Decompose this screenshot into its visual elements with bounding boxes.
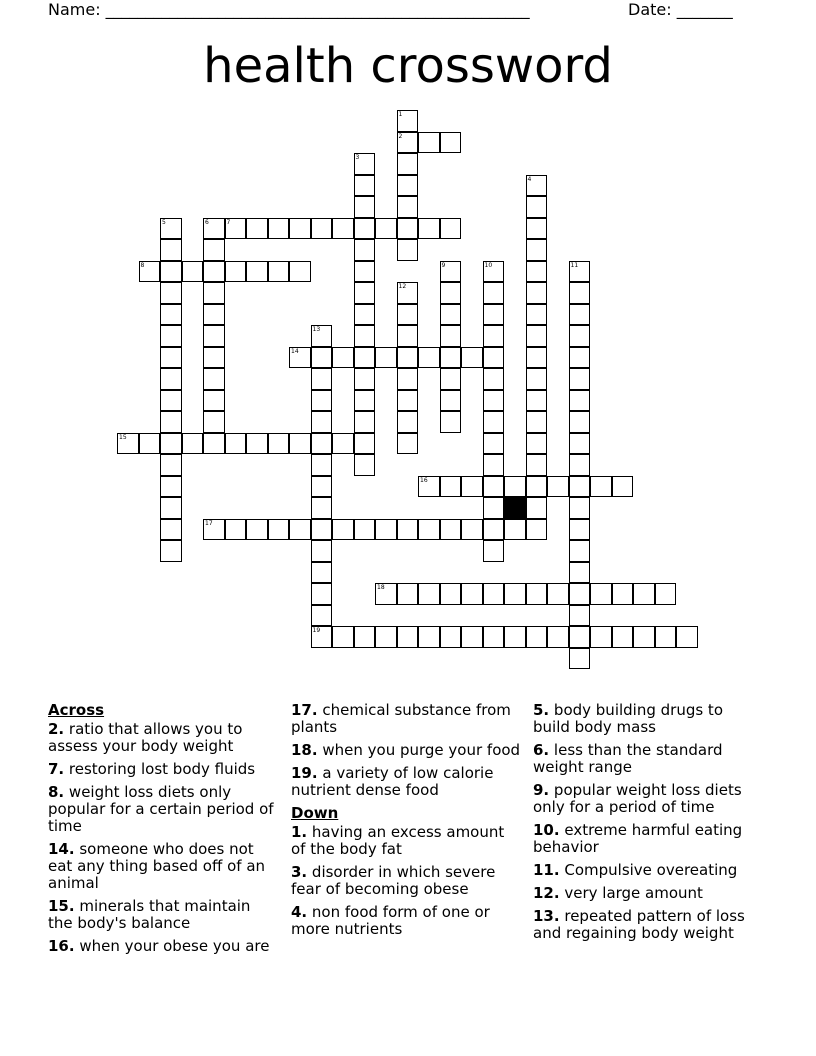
- crossword-cell[interactable]: [203, 282, 225, 304]
- crossword-cell[interactable]: [311, 519, 333, 541]
- crossword-cell[interactable]: [504, 583, 526, 605]
- crossword-cell[interactable]: [440, 282, 462, 304]
- crossword-cell[interactable]: [225, 519, 247, 541]
- crossword-cell[interactable]: [354, 239, 376, 261]
- cell-number: 11: [570, 261, 579, 269]
- crossword-cell[interactable]: [397, 110, 419, 132]
- cell-number: 1: [398, 111, 403, 118]
- crossword-cell[interactable]: [311, 218, 333, 240]
- crossword-cell[interactable]: [526, 411, 548, 433]
- crossword-cell[interactable]: [526, 261, 548, 283]
- crossword-cell[interactable]: [590, 626, 612, 648]
- crossword-cell[interactable]: [440, 411, 462, 433]
- crossword-cell[interactable]: [569, 562, 591, 584]
- crossword-cell[interactable]: [569, 605, 591, 627]
- crossword-cell[interactable]: [526, 497, 548, 519]
- crossword-cell[interactable]: [117, 433, 139, 455]
- page-title: health crossword: [203, 38, 613, 94]
- crossword-cell[interactable]: [483, 626, 505, 648]
- crossword-cell[interactable]: [526, 583, 548, 605]
- crossword-cell[interactable]: [612, 583, 634, 605]
- crossword-cell[interactable]: [440, 626, 462, 648]
- clues-column-2: [291, 702, 521, 944]
- cell-number: 18: [377, 584, 385, 591]
- crossword-cell[interactable]: [203, 218, 225, 240]
- crossword-cell[interactable]: [354, 519, 376, 541]
- clue-down-5: 5. body building drugs to build body mass: [533, 701, 723, 736]
- crossword-cell[interactable]: [160, 261, 182, 283]
- crossword-cell[interactable]: [160, 540, 182, 562]
- crossword-cell[interactable]: [612, 476, 634, 498]
- cell-number: 17: [205, 519, 213, 527]
- crossword-cell[interactable]: [504, 476, 526, 498]
- crossword-cell[interactable]: [160, 476, 182, 498]
- crossword-cell[interactable]: [397, 519, 419, 541]
- clues-column-3: [533, 702, 763, 948]
- crossword-cell[interactable]: [160, 218, 182, 240]
- crossword-cell[interactable]: [289, 347, 311, 369]
- crossword-cell[interactable]: [246, 261, 268, 283]
- crossword-cell[interactable]: [440, 304, 462, 326]
- crossword-cell[interactable]: [311, 583, 333, 605]
- crossword-cell[interactable]: [268, 519, 290, 541]
- crossword-cell[interactable]: [139, 261, 161, 283]
- cell-number: 10: [484, 261, 493, 269]
- cell-number: 5: [162, 218, 166, 226]
- crossword-cell[interactable]: [354, 325, 376, 347]
- crossword-cell[interactable]: [483, 325, 505, 347]
- clue-across-14: 14. someone who does not eat any thing based off of an animal: [48, 840, 266, 892]
- cell-number: 8: [140, 261, 145, 269]
- crossword-cell[interactable]: [526, 175, 548, 197]
- crossword-cell[interactable]: [225, 433, 247, 455]
- crossword-cell[interactable]: [504, 626, 526, 648]
- crossword-cell[interactable]: [160, 454, 182, 476]
- crossword-cell[interactable]: [418, 583, 440, 605]
- crossword-cell[interactable]: [440, 261, 462, 283]
- crossword-cell[interactable]: [418, 218, 440, 240]
- crossword-cell[interactable]: [375, 519, 397, 541]
- crossword-cell[interactable]: [483, 497, 505, 519]
- crossword-cell[interactable]: [289, 433, 311, 455]
- crossword-cell[interactable]: [311, 454, 333, 476]
- crossword-cell[interactable]: [418, 626, 440, 648]
- crossword-cell[interactable]: [354, 433, 376, 455]
- crossword-cell[interactable]: [526, 304, 548, 326]
- crossword-cell[interactable]: [311, 497, 333, 519]
- crossword-cell[interactable]: [461, 347, 483, 369]
- crossword-cell[interactable]: [268, 261, 290, 283]
- crossword-cell[interactable]: [160, 368, 182, 390]
- crossword-cell[interactable]: [225, 261, 247, 283]
- crossword-cell[interactable]: [160, 282, 182, 304]
- clue-down-11: 11. Compulsive overeating: [533, 861, 738, 879]
- crossword-cell[interactable]: [289, 519, 311, 541]
- cell-number: 15: [119, 433, 127, 441]
- crossword-cell[interactable]: [590, 476, 612, 498]
- crossword-cell[interactable]: [160, 325, 182, 347]
- crossword-cell[interactable]: [483, 583, 505, 605]
- crossword-cell[interactable]: [375, 583, 397, 605]
- crossword-cell[interactable]: [354, 368, 376, 390]
- crossword-cell[interactable]: [268, 218, 290, 240]
- crossword-cell[interactable]: [440, 476, 462, 498]
- crossword-cell[interactable]: [354, 626, 376, 648]
- black-cell: [504, 497, 526, 519]
- crossword-cell[interactable]: [569, 325, 591, 347]
- crossword-cell[interactable]: [354, 261, 376, 283]
- crossword-cell[interactable]: [569, 626, 591, 648]
- crossword-cell[interactable]: [354, 196, 376, 218]
- crossword-cell[interactable]: [354, 218, 376, 240]
- crossword-cell[interactable]: [440, 583, 462, 605]
- crossword-cell[interactable]: [311, 433, 333, 455]
- crossword-cell[interactable]: [311, 562, 333, 584]
- crossword-cell[interactable]: [311, 626, 333, 648]
- cell-number: 3: [355, 154, 360, 161]
- crossword-cell[interactable]: [569, 648, 591, 670]
- crossword-cell[interactable]: [397, 411, 419, 433]
- cell-number: 6: [205, 218, 209, 226]
- clue-down-4: 4. non food form of one or more nutrients: [291, 903, 490, 938]
- crossword-cell[interactable]: [397, 239, 419, 261]
- crossword-cell[interactable]: [397, 325, 419, 347]
- clues-column-1: [48, 702, 278, 961]
- clue-down-3: 3. disorder in which severe fear of becoming obese: [291, 863, 496, 898]
- crossword-cell[interactable]: [483, 476, 505, 498]
- crossword-cell[interactable]: [375, 347, 397, 369]
- cell-number: 12: [398, 283, 407, 290]
- crossword-cell[interactable]: [225, 218, 247, 240]
- crossword-cell[interactable]: [461, 626, 483, 648]
- crossword-cell[interactable]: [655, 583, 677, 605]
- crossword-cell[interactable]: [160, 390, 182, 412]
- crossword-cell[interactable]: [633, 583, 655, 605]
- cell-number: 9: [441, 261, 446, 269]
- crossword-cell[interactable]: [569, 368, 591, 390]
- crossword-cell[interactable]: [440, 390, 462, 412]
- crossword-cell[interactable]: [332, 218, 354, 240]
- crossword-cell[interactable]: [569, 347, 591, 369]
- crossword-cell[interactable]: [440, 519, 462, 541]
- crossword-cell[interactable]: [526, 368, 548, 390]
- crossword-cell[interactable]: [289, 218, 311, 240]
- crossword-cell[interactable]: [268, 433, 290, 455]
- crossword-cell[interactable]: [569, 433, 591, 455]
- crossword-cell[interactable]: [440, 218, 462, 240]
- crossword-cell[interactable]: [526, 347, 548, 369]
- crossword-cell[interactable]: [440, 347, 462, 369]
- crossword-cell[interactable]: [526, 196, 548, 218]
- across-heading: Across: [48, 701, 105, 719]
- crossword-cell[interactable]: [182, 433, 204, 455]
- crossword-cell[interactable]: [332, 519, 354, 541]
- crossword-cell[interactable]: [397, 282, 419, 304]
- crossword-cell[interactable]: [203, 347, 225, 369]
- crossword-cell[interactable]: [203, 519, 225, 541]
- crossword-cell[interactable]: [203, 368, 225, 390]
- crossword-cell[interactable]: [160, 433, 182, 455]
- crossword-cell[interactable]: [569, 476, 591, 498]
- cell-number: 19: [312, 627, 321, 634]
- crossword-cell[interactable]: [311, 411, 333, 433]
- crossword-cell[interactable]: [526, 626, 548, 648]
- crossword-cell[interactable]: [311, 540, 333, 562]
- clue-down-13: 13. repeated pattern of loss and regaining body weight: [533, 907, 745, 942]
- crossword-cell[interactable]: [354, 153, 376, 175]
- clue-down-1: 1. having an excess amount of the body fat: [291, 823, 505, 858]
- crossword-cell[interactable]: [526, 218, 548, 240]
- crossword-cell[interactable]: [547, 583, 569, 605]
- crossword-cell[interactable]: [569, 540, 591, 562]
- crossword-cell[interactable]: [569, 304, 591, 326]
- crossword-cell[interactable]: [440, 325, 462, 347]
- crossword-cell[interactable]: [397, 583, 419, 605]
- crossword-cell[interactable]: [483, 304, 505, 326]
- crossword-cell[interactable]: [526, 282, 548, 304]
- crossword-cell[interactable]: [397, 196, 419, 218]
- crossword-cell[interactable]: [397, 218, 419, 240]
- crossword-cell[interactable]: [397, 368, 419, 390]
- crossword-cell[interactable]: [311, 390, 333, 412]
- crossword-cell[interactable]: [483, 411, 505, 433]
- cell-number: 16: [420, 476, 428, 484]
- crossword-cell[interactable]: [590, 583, 612, 605]
- crossword-cell[interactable]: [203, 239, 225, 261]
- clue-down-10: 10. extreme harmful eating behavior: [533, 821, 743, 856]
- crossword-cell[interactable]: [332, 347, 354, 369]
- crossword-cell[interactable]: [246, 433, 268, 455]
- crossword-cell[interactable]: [354, 304, 376, 326]
- crossword-cell[interactable]: [203, 325, 225, 347]
- clue-across-16: 16. when your obese you are: [48, 937, 270, 955]
- crossword-cell[interactable]: [483, 261, 505, 283]
- crossword-cell[interactable]: [547, 626, 569, 648]
- crossword-cell[interactable]: [203, 433, 225, 455]
- clue-across-19: 19. a variety of low calorie nutrient dense food: [291, 764, 494, 799]
- crossword-cell[interactable]: [354, 175, 376, 197]
- crossword-cell[interactable]: [397, 626, 419, 648]
- crossword-cell[interactable]: [289, 261, 311, 283]
- date-field[interactable]: Date: _______: [628, 0, 733, 19]
- crossword-cell[interactable]: [203, 261, 225, 283]
- crossword-cell[interactable]: [311, 476, 333, 498]
- crossword-cell[interactable]: [483, 347, 505, 369]
- down-heading: Down: [291, 804, 339, 822]
- crossword-cell[interactable]: [483, 390, 505, 412]
- crossword-cell[interactable]: [160, 304, 182, 326]
- crossword-cell[interactable]: [160, 239, 182, 261]
- crossword-cell[interactable]: [397, 132, 419, 154]
- clue-down-9: 9. popular weight loss diets only for a period of time: [533, 781, 742, 816]
- crossword-cell[interactable]: [311, 605, 333, 627]
- crossword-cell[interactable]: [569, 282, 591, 304]
- crossword-cell[interactable]: [354, 411, 376, 433]
- crossword-cell[interactable]: [160, 519, 182, 541]
- crossword-cell[interactable]: [311, 325, 333, 347]
- crossword-cell[interactable]: [354, 454, 376, 476]
- cell-number: 7: [226, 218, 231, 226]
- crossword-cell[interactable]: [397, 153, 419, 175]
- crossword-cell[interactable]: [375, 218, 397, 240]
- crossword-cell[interactable]: [440, 132, 462, 154]
- crossword-cell[interactable]: [139, 433, 161, 455]
- crossword-cell[interactable]: [676, 626, 698, 648]
- crossword-cell[interactable]: [655, 626, 677, 648]
- clue-down-12: 12. very large amount: [533, 884, 703, 902]
- crossword-cell[interactable]: [483, 540, 505, 562]
- crossword-cell[interactable]: [246, 519, 268, 541]
- crossword-cell[interactable]: [526, 433, 548, 455]
- crossword-cell[interactable]: [569, 497, 591, 519]
- crossword-cell[interactable]: [397, 347, 419, 369]
- crossword-cell[interactable]: [182, 261, 204, 283]
- crossword-cell[interactable]: [203, 304, 225, 326]
- crossword-cell[interactable]: [203, 390, 225, 412]
- crossword-cell[interactable]: [397, 304, 419, 326]
- name-field[interactable]: Name: _____________________________________________________: [48, 0, 530, 19]
- crossword-cell[interactable]: [332, 433, 354, 455]
- clue-across-15: 15. minerals that maintain the body's balance: [48, 897, 251, 932]
- crossword-cell[interactable]: [418, 519, 440, 541]
- crossword-cell[interactable]: [461, 476, 483, 498]
- crossword-cell[interactable]: [375, 626, 397, 648]
- crossword-cell[interactable]: [160, 411, 182, 433]
- crossword-cell[interactable]: [526, 519, 548, 541]
- crossword-cell[interactable]: [397, 175, 419, 197]
- crossword-cell[interactable]: [418, 347, 440, 369]
- clue-across-8: 8. weight loss diets only popular for a certain period of time: [48, 783, 274, 835]
- crossword-cell[interactable]: [526, 454, 548, 476]
- crossword-cell[interactable]: [569, 261, 591, 283]
- crossword-cell[interactable]: [483, 454, 505, 476]
- crossword-cell[interactable]: [397, 390, 419, 412]
- crossword-cell[interactable]: [504, 519, 526, 541]
- crossword-cell[interactable]: [526, 390, 548, 412]
- crossword-cell[interactable]: [203, 411, 225, 433]
- crossword-cell[interactable]: [569, 583, 591, 605]
- cell-number: 14: [291, 347, 299, 355]
- crossword-cell[interactable]: [526, 476, 548, 498]
- crossword-cell[interactable]: [397, 433, 419, 455]
- crossword-cell[interactable]: [311, 347, 333, 369]
- cell-number: 13: [312, 326, 321, 333]
- cell-number: 2: [398, 132, 403, 140]
- crossword-cell[interactable]: [483, 368, 505, 390]
- crossword-cell[interactable]: [311, 368, 333, 390]
- crossword-cell[interactable]: [461, 519, 483, 541]
- crossword-cell[interactable]: [461, 583, 483, 605]
- cell-number: 4: [527, 175, 532, 183]
- crossword-cell[interactable]: [633, 626, 655, 648]
- clue-across-2: 2. ratio that allows you to assess your body weight: [48, 720, 243, 755]
- crossword-cell[interactable]: [483, 519, 505, 541]
- crossword-cell[interactable]: [354, 347, 376, 369]
- crossword-cell[interactable]: [569, 519, 591, 541]
- crossword-cell[interactable]: [418, 476, 440, 498]
- clue-down-6: 6. less than the standard weight range: [533, 741, 723, 776]
- crossword-cell[interactable]: [569, 390, 591, 412]
- crossword-cell[interactable]: [526, 239, 548, 261]
- clue-across-7: 7. restoring lost body fluids: [48, 760, 256, 778]
- crossword-cell[interactable]: [483, 282, 505, 304]
- crossword-cell[interactable]: [569, 411, 591, 433]
- crossword-cell[interactable]: [246, 218, 268, 240]
- clue-across-18: 18. when you purge your food: [291, 741, 521, 759]
- crossword-cell[interactable]: [354, 390, 376, 412]
- crossword-cell[interactable]: [526, 325, 548, 347]
- crossword-cell[interactable]: [354, 282, 376, 304]
- crossword-cell[interactable]: [160, 497, 182, 519]
- clue-across-17: 17. chemical substance from plants: [291, 701, 511, 736]
- crossword-cell[interactable]: [418, 132, 440, 154]
- crossword-cell[interactable]: [332, 626, 354, 648]
- crossword-cell[interactable]: [612, 626, 634, 648]
- crossword-cell[interactable]: [160, 347, 182, 369]
- crossword-cell[interactable]: [483, 433, 505, 455]
- crossword-cell[interactable]: [440, 368, 462, 390]
- crossword-cell[interactable]: [569, 454, 591, 476]
- crossword-cell[interactable]: [547, 476, 569, 498]
